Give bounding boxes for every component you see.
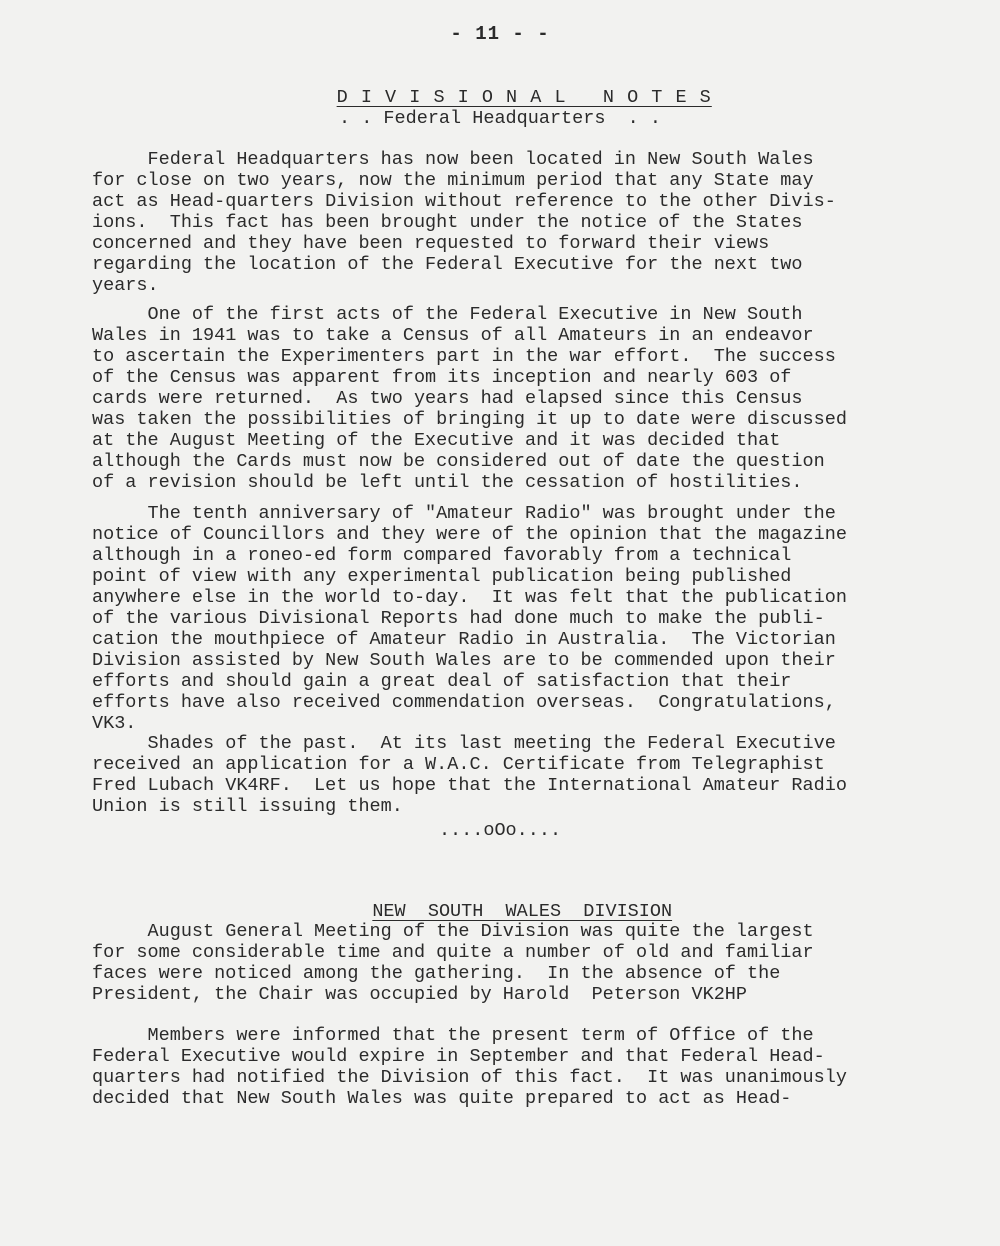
federal-headquarters-subtitle: . . Federal Headquarters . . [339,108,661,129]
paragraph-line: Fred Lubach VK4RF. Let us hope that the International Amateur Radio [92,775,847,796]
federal-paragraph-2 [92,304,942,493]
paragraph-line: for close on two years, now the minimum period that any State may [92,170,814,191]
paragraph-line: Members were informed that the present term of Office of the [92,1025,814,1046]
nsw-paragraph-1 [92,921,942,1005]
paragraph-line: point of view with any experimental publication being published [92,566,792,587]
divisional-notes-title: D I V I S I O N A L N O T E S [336,87,712,108]
paragraph-line: cation the mouthpiece of Amateur Radio in Australia. The Victorian [92,629,836,650]
paragraph-line: quarters had notified the Division of this fact. It was unanimously [92,1067,847,1088]
paragraph-line: anywhere else in the world to-day. It was felt that the publication [92,587,847,608]
paragraph-line: notice of Councillors and they were of the opinion that the magazine [92,524,847,545]
page-number: - 11 - - [450,23,550,45]
federal-paragraph-3 [92,503,942,734]
paragraph-line: at the August Meeting of the Executive and it was decided that [92,430,781,451]
paragraph-line: Division assisted by New South Wales are to be commended upon their [92,650,836,671]
paragraph-line: decided that New South Wales was quite prepared to act as Head- [92,1088,792,1109]
paragraph-line: cards were returned. As two years had elapsed since this Census [92,388,803,409]
paragraph-line: ions. This fact has been brought under the notice of the States [92,212,803,233]
paragraph-line: August General Meeting of the Division was quite the largest [92,921,814,942]
paragraph-line: Wales in 1941 was to take a Census of all Amateurs in an endeavor [92,325,814,346]
paragraph-line: President, the Chair was occupied by Harold Peterson VK2HP [92,984,748,1005]
paragraph-line: concerned and they have been requested to forward their views [92,233,770,254]
paragraph-line: although in a roneo-ed form compared favorably from a technical [92,545,792,566]
nsw-paragraph-2 [92,1025,942,1109]
federal-paragraph-4 [92,733,942,817]
paragraph-line: Federal Headquarters has now been located in New South Wales [92,149,814,170]
paragraph-line: efforts and should gain a great deal of satisfaction that their [92,671,792,692]
paragraph-line: was taken the possibilities of bringing it up to date were discussed [92,409,847,430]
paragraph-line: of the Census was apparent from its inception and nearly 603 of [92,367,792,388]
paragraph-line: although the Cards must now be considered out of date the question [92,451,825,472]
paragraph-line: Union is still issuing them. [92,796,403,817]
paragraph-line: years. [92,275,159,296]
paragraph-line: act as Head-quarters Division without reference to the other Divis- [92,191,836,212]
paragraph-line: The tenth anniversary of "Amateur Radio" was brought under the [92,503,836,524]
section-separator: ....oOo.... [438,820,562,841]
paragraph-line: received an application for a W.A.C. Certificate from Telegraphist [92,754,825,775]
paragraph-line: faces were noticed among the gathering. In the absence of the [92,963,781,984]
federal-paragraph-1 [92,149,942,296]
paragraph-line: to ascertain the Experimenters part in the war effort. The success [92,346,836,367]
paragraph-line: One of the first acts of the Federal Executive in New South [92,304,803,325]
paragraph-line: Shades of the past. At its last meeting the Federal Executive [92,733,836,754]
paragraph-line: for some considerable time and quite a number of old and familiar [92,942,814,963]
paragraph-line: regarding the location of the Federal Executive for the next two [92,254,803,275]
paragraph-line: of the various Divisional Reports had done much to make the publi- [92,608,825,629]
paragraph-line: VK3. [92,713,137,734]
paragraph-line: of a revision should be left until the cessation of hostilities. [92,472,803,493]
paragraph-line: efforts have also received commendation overseas. Congratulations, [92,692,836,713]
nsw-division-title: NEW SOUTH WALES DIVISION [372,901,673,922]
paragraph-line: Federal Executive would expire in September and that Federal Head- [92,1046,825,1067]
